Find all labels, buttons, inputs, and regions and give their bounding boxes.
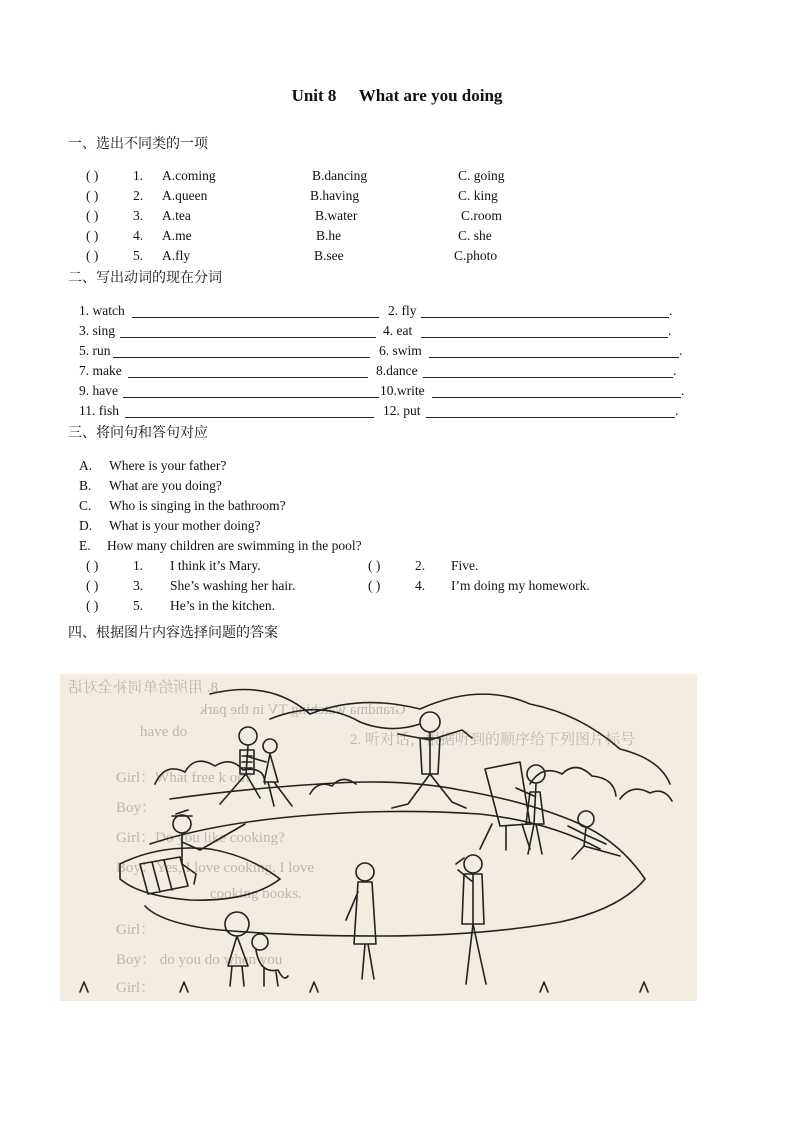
s3-paren[interactable]: ( ) bbox=[86, 578, 99, 593]
dog-head bbox=[252, 934, 268, 950]
bleed-text: have do bbox=[140, 724, 188, 740]
bleed-text: Girl：What free k od? bbox=[116, 770, 252, 786]
pond bbox=[120, 848, 280, 900]
s1-option-a: A.fly bbox=[162, 248, 191, 263]
answer-blank[interactable] bbox=[421, 317, 669, 318]
answer-blank[interactable] bbox=[423, 377, 673, 378]
s1-option-b: B.he bbox=[316, 228, 342, 243]
dock bbox=[140, 857, 188, 894]
s3-answer: She’s washing her hair. bbox=[170, 578, 296, 593]
answer-blank[interactable] bbox=[421, 337, 668, 338]
person-body bbox=[220, 746, 266, 804]
s2-verb: 11. fish bbox=[79, 403, 119, 418]
s3-question: What are you doing? bbox=[109, 478, 222, 493]
s2-verb: 12. put bbox=[383, 403, 421, 418]
taichi-head bbox=[420, 712, 440, 732]
s3-answer: Five. bbox=[451, 558, 479, 573]
child-head bbox=[225, 912, 249, 936]
s3-num: 4. bbox=[415, 578, 426, 593]
bleed-text: Boy：Yes, I love cooking. I love bbox=[116, 860, 315, 876]
dancer-head bbox=[578, 811, 594, 827]
s3-letter: E. bbox=[79, 538, 91, 553]
s1-option-a: A.tea bbox=[162, 208, 191, 223]
s1-option-a: A.queen bbox=[162, 188, 208, 203]
s3-paren[interactable]: ( ) bbox=[86, 558, 99, 573]
park-illustration bbox=[60, 674, 697, 1001]
s1-option-c: C. she bbox=[458, 228, 492, 243]
s2-verb: 6. swim bbox=[379, 343, 422, 358]
girl-head bbox=[263, 739, 277, 753]
s1-option-c: C.room bbox=[461, 208, 502, 223]
s3-answer: I’m doing my homework. bbox=[451, 578, 590, 593]
s1-num: 5. bbox=[133, 248, 144, 263]
s3-paren[interactable]: ( ) bbox=[368, 578, 381, 593]
s1-option-c: C. king bbox=[458, 188, 498, 203]
bleed-text: Grandma watching TV in the park bbox=[200, 702, 406, 718]
s1-option-b: B.water bbox=[315, 208, 358, 223]
section-3-heading: 三、将问句和答句对应 bbox=[68, 425, 208, 441]
s2-verb: 7. make bbox=[79, 363, 122, 378]
s2-verb: 4. eat bbox=[383, 323, 413, 338]
ground-outline bbox=[145, 782, 645, 936]
s1-option-c: C. going bbox=[458, 168, 505, 183]
s1-option-b: B.having bbox=[310, 188, 360, 203]
bush bbox=[620, 789, 672, 801]
bush bbox=[530, 767, 616, 796]
section-1-heading: 一、选出不同类的一项 bbox=[68, 136, 208, 152]
s3-num: 3. bbox=[133, 578, 144, 593]
answer-blank[interactable] bbox=[123, 397, 379, 398]
s1-option-a: A.me bbox=[162, 228, 192, 243]
s1-option-b: B.see bbox=[314, 248, 344, 263]
s3-num: 5. bbox=[133, 598, 144, 613]
bleed-text: cooking books. bbox=[210, 886, 302, 902]
s3-answer: He’s in the kitchen. bbox=[170, 598, 275, 613]
s2-end: . bbox=[668, 323, 672, 338]
s1-paren[interactable]: ( ) bbox=[86, 228, 99, 243]
s3-answer: I think it’s Mary. bbox=[170, 558, 261, 573]
s1-option-a: A.coming bbox=[162, 168, 216, 183]
page-title bbox=[0, 86, 794, 106]
s3-letter: A. bbox=[79, 458, 93, 473]
grass bbox=[80, 982, 648, 992]
answer-blank[interactable] bbox=[113, 357, 370, 358]
s3-letter: B. bbox=[79, 478, 92, 493]
answer-blank[interactable] bbox=[429, 357, 679, 358]
title-text: What are you doing bbox=[358, 86, 503, 105]
answer-blank[interactable] bbox=[426, 417, 675, 418]
s2-end: . bbox=[669, 303, 673, 318]
man-head bbox=[464, 855, 482, 873]
child-body bbox=[228, 936, 248, 986]
s1-num: 2. bbox=[133, 188, 144, 203]
s1-num: 4. bbox=[133, 228, 144, 243]
s2-verb: 8.dance bbox=[376, 363, 418, 378]
bleed-text: Girl：Do you like cooking? bbox=[116, 830, 285, 846]
s3-paren[interactable]: ( ) bbox=[86, 598, 99, 613]
answer-blank[interactable] bbox=[128, 377, 368, 378]
hill-line bbox=[270, 710, 420, 729]
bleed-text: 8. 用所给单词补全对话 bbox=[68, 680, 219, 696]
s2-end: . bbox=[679, 343, 683, 358]
s2-verb: 1. watch bbox=[79, 303, 125, 318]
dog-body bbox=[256, 950, 288, 986]
title-unit: Unit 8 bbox=[291, 86, 337, 105]
s3-question: How many children are swimming in the pool? bbox=[107, 538, 362, 553]
bush bbox=[155, 761, 265, 784]
woman-head bbox=[356, 863, 374, 881]
s1-option-b: B.dancing bbox=[312, 168, 368, 183]
answer-blank[interactable] bbox=[132, 317, 379, 318]
taichi-body bbox=[392, 730, 472, 808]
answer-blank[interactable] bbox=[125, 417, 374, 418]
s1-paren[interactable]: ( ) bbox=[86, 188, 99, 203]
s1-paren[interactable]: ( ) bbox=[86, 168, 99, 183]
s1-paren[interactable]: ( ) bbox=[86, 248, 99, 263]
s1-option-c: C.photo bbox=[454, 248, 498, 263]
s3-num: 1. bbox=[133, 558, 144, 573]
easel bbox=[480, 762, 530, 850]
s2-verb: 2. fly bbox=[388, 303, 417, 318]
section-4-heading: 四、根据图片内容选择问题的答案 bbox=[68, 625, 278, 641]
painter-head bbox=[527, 765, 545, 783]
bleed-text: Girl： bbox=[116, 922, 156, 938]
answer-blank[interactable] bbox=[432, 397, 681, 398]
s1-num: 3. bbox=[133, 208, 144, 223]
s1-num: 1. bbox=[133, 168, 144, 183]
s2-verb: 5. run bbox=[79, 343, 111, 358]
s3-question: Where is your father? bbox=[109, 458, 227, 473]
s2-end: . bbox=[675, 403, 679, 418]
s2-verb: 10.write bbox=[380, 383, 425, 398]
bleed-text: Boy： do you do when you bbox=[116, 952, 283, 968]
s3-letter: D. bbox=[79, 518, 93, 533]
s2-verb: 3. sing bbox=[79, 323, 116, 338]
s3-paren[interactable]: ( ) bbox=[368, 558, 381, 573]
woman-body bbox=[346, 882, 376, 979]
fisherman-head bbox=[173, 815, 191, 833]
s1-paren[interactable]: ( ) bbox=[86, 208, 99, 223]
s3-question: Who is singing in the bathroom? bbox=[109, 498, 286, 513]
bleed-text: Girl： bbox=[116, 980, 156, 996]
section-2-heading: 二、写出动词的现在分词 bbox=[68, 270, 222, 286]
bleed-text: 2. 听对话，根据听到的顺序给下列图片标号 bbox=[350, 732, 636, 748]
s3-letter: C. bbox=[79, 498, 92, 513]
s2-end: . bbox=[681, 383, 685, 398]
bleed-text: Boy： bbox=[116, 800, 157, 816]
girl-body bbox=[264, 754, 292, 806]
s3-question: What is your mother doing? bbox=[109, 518, 261, 533]
s2-verb: 9. have bbox=[79, 383, 118, 398]
person-head bbox=[239, 727, 257, 745]
s3-num: 2. bbox=[415, 558, 426, 573]
s2-end: . bbox=[673, 363, 677, 378]
answer-blank[interactable] bbox=[120, 337, 376, 338]
park-scene-drawing bbox=[60, 674, 697, 1001]
